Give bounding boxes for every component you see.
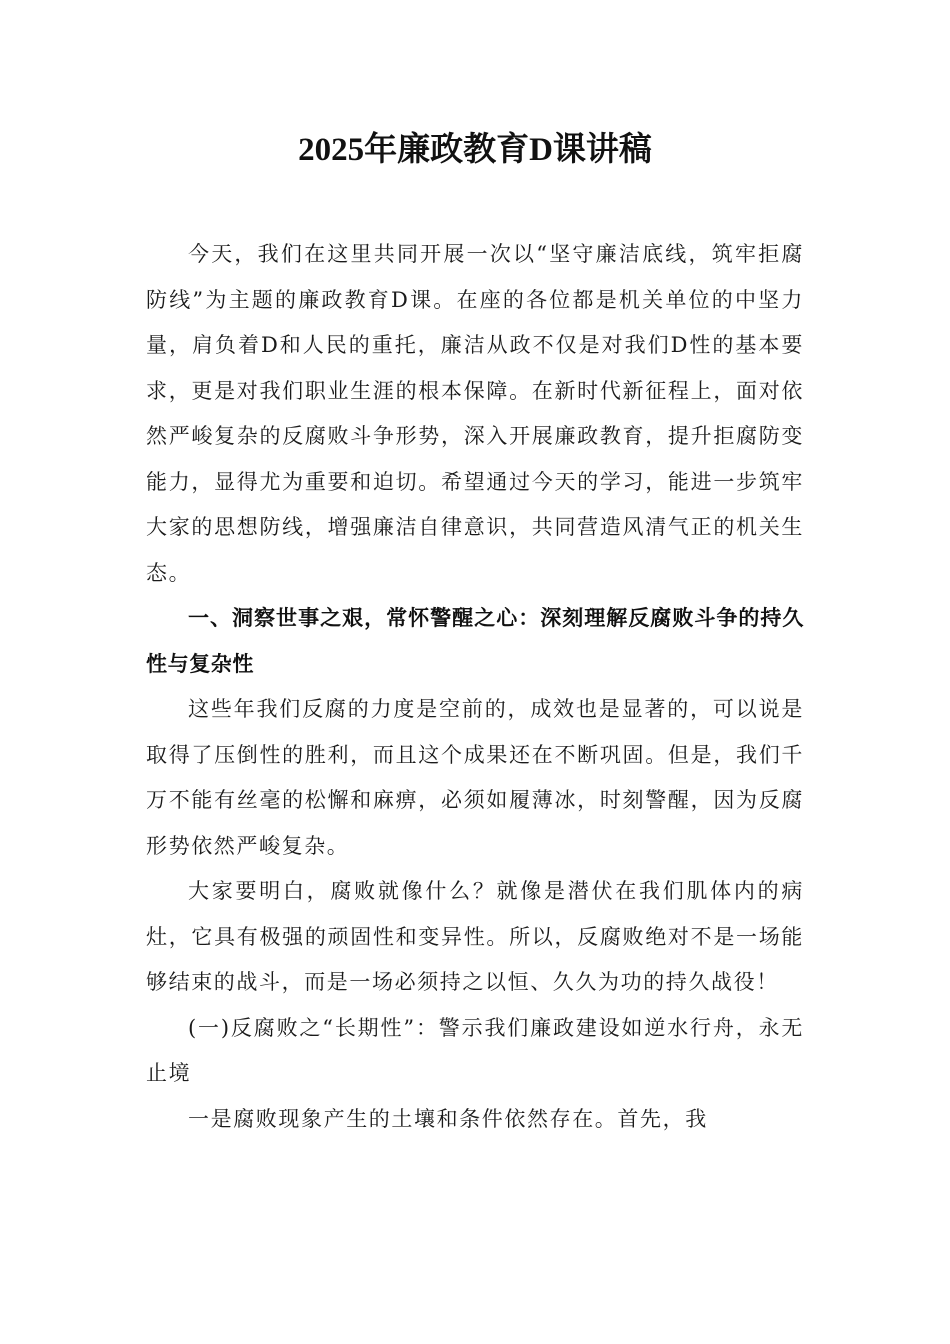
- body-paragraph: 一是腐败现象产生的土壤和条件依然存在。首先，我: [188, 1106, 708, 1131]
- section-heading-1: 一、洞察世事之艰，常怀警醒之心：深刻理解反腐败斗争的持久性与复杂性: [146, 606, 804, 676]
- body-paragraph: 大家要明白，腐败就像什么？就像是潜伏在我们肌体内的病灶，它具有极强的顽固性和变异性。所以，反腐败绝对不是一场能够结束的战斗，而是一场必须持之以恒、久久为功的持久战役！: [146, 879, 804, 994]
- intro-paragraph: 今天，我们在这里共同开展一次以“坚守廉洁底线，筑牢拒腐防线”为主题的廉政教育D课。在座的各位都是机关单位的中坚力量，肩负着D和人民的重托，廉洁从政不仅是对我们D性的基本要求，更是对我们职业生涯的根本保障。在新时代新征程上，面对依然严峻复杂的反腐败斗争形势，深入开展廉政教育，提升拒腐防变能力，显得尤为重要和迫切。希望通过今天的学习，能进一步筑牢大家的思想防线，增强廉洁自律意识，共同营造风清气正的机关生态。: [146, 242, 804, 585]
- subsection-heading-1: (一)反腐败之“长期性”：警示我们廉政建设如逆水行舟，永无止境: [146, 1015, 804, 1085]
- body-paragraph: 这些年我们反腐的力度是空前的，成效也是显著的，可以说是取得了压倒性的胜利，而且这个成果还在不断巩固。但是，我们千万不能有丝毫的松懈和麻痹，必须如履薄冰，时刻警醒，因为反腐形势依然严峻复杂。: [146, 697, 804, 858]
- document-title: 2025年廉政教育D课讲稿: [298, 132, 652, 168]
- document-body: [146, 232, 804, 1142]
